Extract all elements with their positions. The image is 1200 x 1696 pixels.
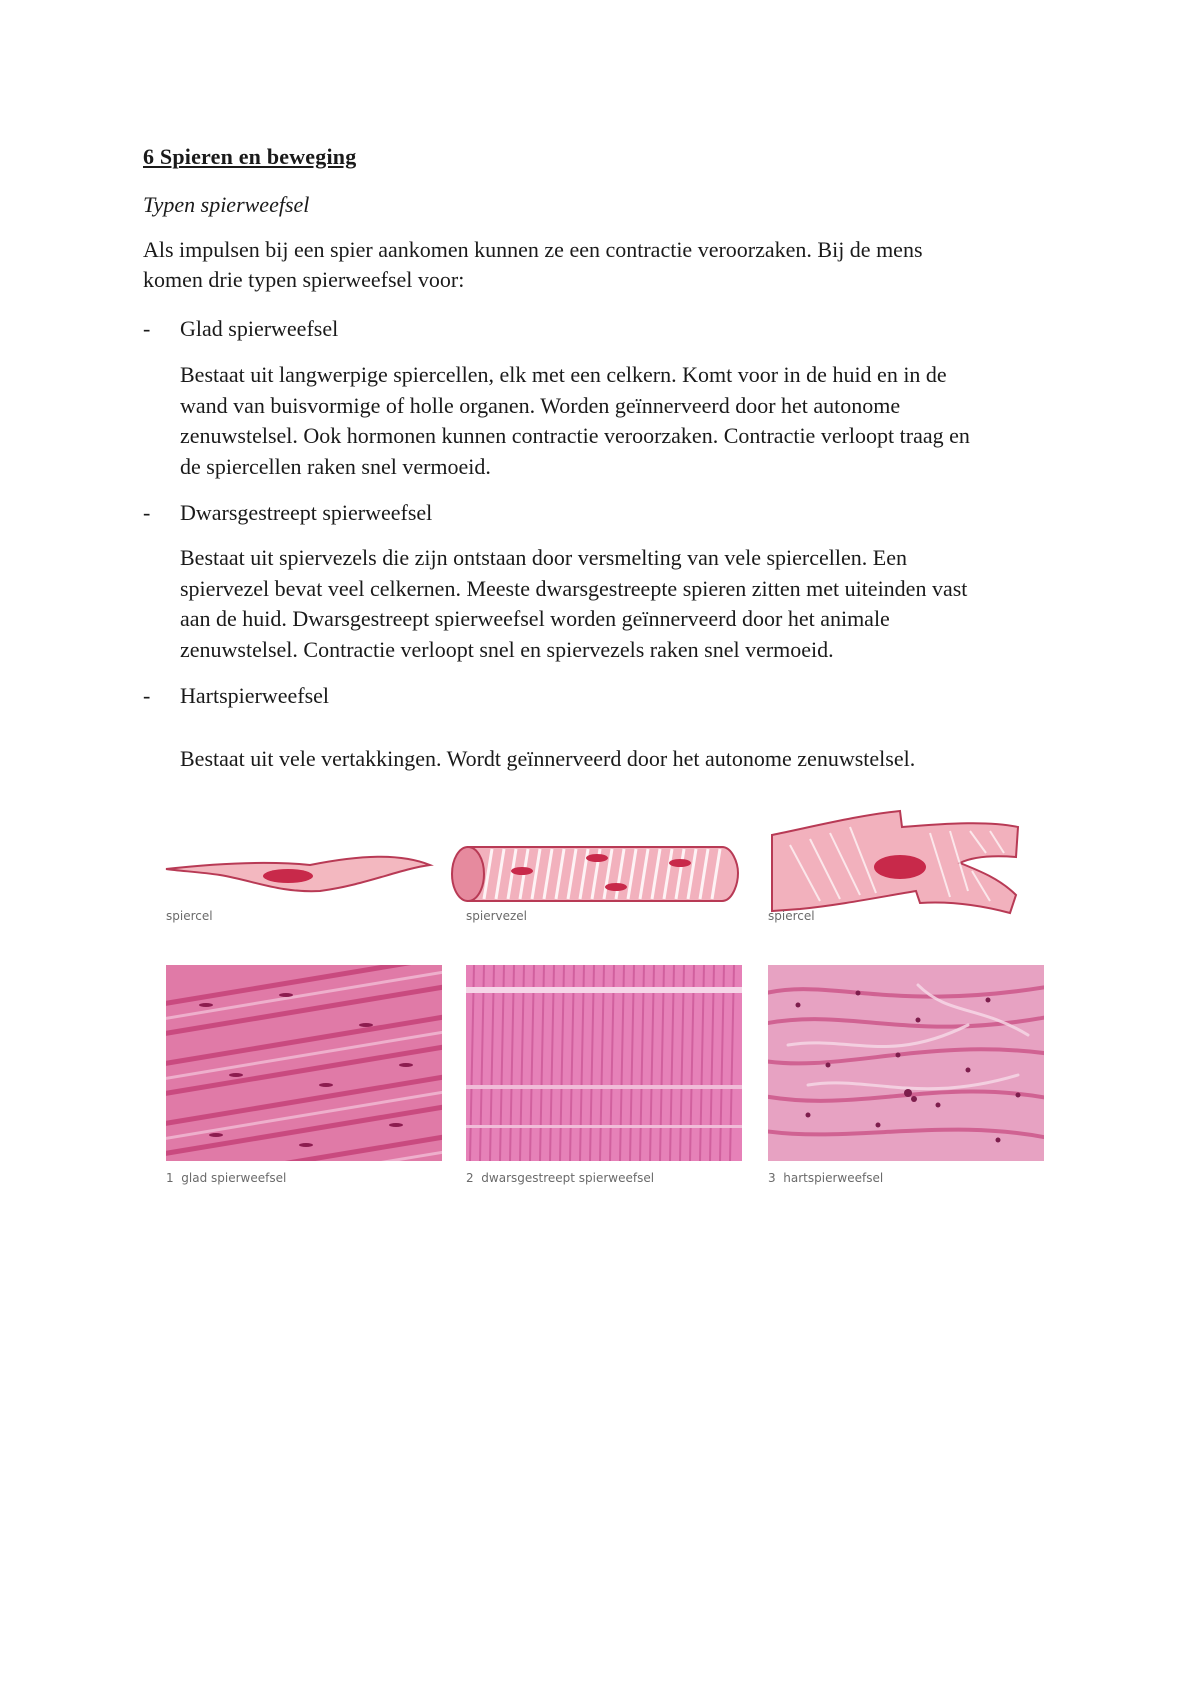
- description-line: de spiercellen raken snel vermoeid.: [180, 453, 491, 479]
- caption-text: glad spierweefsel: [181, 1171, 287, 1185]
- photo-caption-2: [466, 1171, 654, 1185]
- list-bullet: -: [143, 500, 151, 525]
- caption-number: 1: [166, 1171, 174, 1185]
- skeletal-muscle-fiber-drawing: [452, 847, 738, 901]
- drawing-label-spiercel-cardiac: spiercel: [768, 909, 815, 923]
- caption-text: dwarsgestreept spierweefsel: [481, 1171, 655, 1185]
- description-line: wand van buisvormige of holle organen. Worden geïnnerveerd door het autonome: [180, 392, 901, 418]
- caption-text: hartspierweefsel: [783, 1171, 884, 1185]
- description-line: Bestaat uit spiervezels die zijn ontstaan door versmelting van vele spiercellen. Een: [180, 545, 907, 570]
- list-item-description: [180, 744, 1080, 775]
- photo-caption-1: [166, 1171, 286, 1185]
- description-line: Bestaat uit vele vertakkingen. Wordt geïnnerveerd door het autonome zenuwstelsel.: [180, 746, 916, 771]
- list-item-description: [180, 543, 1080, 665]
- skeletal-muscle-micrograph: [466, 965, 742, 1161]
- list-item-title: Glad spierweefsel: [180, 316, 339, 341]
- smooth-muscle-cell-drawing: [166, 857, 430, 891]
- cardiac-muscle-cell-drawing: [772, 811, 1018, 913]
- caption-number: 2: [466, 1171, 474, 1185]
- intro-line: komen drie typen spierweefsel voor:: [143, 267, 465, 292]
- description-line: zenuwstelsel. Ook hormonen kunnen contractie veroorzaken. Contractie verloopt traag en: [180, 423, 970, 448]
- intro-line: Als impulsen bij een spier aankomen kunnen ze een contractie veroorzaken. Bij de mens: [143, 237, 923, 262]
- muscle-tissue-figure: [160, 805, 1050, 1195]
- description-line: zenuwstelsel. Contractie verloopt snel en spiervezels raken snel vermoeid.: [180, 636, 834, 662]
- drawing-label-spiervezel: spiervezel: [466, 909, 528, 923]
- list-item-title: Dwarsgestreept spierweefsel: [180, 500, 433, 525]
- muscle-cell-drawings: [160, 805, 1050, 925]
- description-line: Bestaat uit langwerpige spiercellen, elk met een celkern. Komt voor in de huid en in de: [180, 362, 947, 387]
- photo-caption-3: [768, 1171, 883, 1185]
- list-item-description: [180, 360, 1080, 482]
- description-line: spiervezel bevat veel celkernen. Meeste dwarsgestreepte spieren zitten met uiteinden vast: [180, 575, 968, 601]
- description-line: aan de huid. Dwarsgestreept spierweefsel worden geïnnerveerd door het animale: [180, 606, 890, 631]
- cardiac-muscle-micrograph: [768, 965, 1044, 1161]
- drawing-label-spiercel-smooth: spiercel: [166, 909, 213, 923]
- list-item-title: Hartspierweefsel: [180, 683, 330, 708]
- intro-paragraph: [143, 235, 1043, 295]
- list-bullet: -: [143, 683, 151, 708]
- page-title: 6 Spieren en beweging: [143, 144, 357, 169]
- section-subtitle: Typen spierweefsel: [143, 192, 310, 217]
- caption-number: 3: [768, 1171, 776, 1185]
- list-bullet: -: [143, 316, 151, 341]
- smooth-muscle-micrograph: [166, 965, 442, 1161]
